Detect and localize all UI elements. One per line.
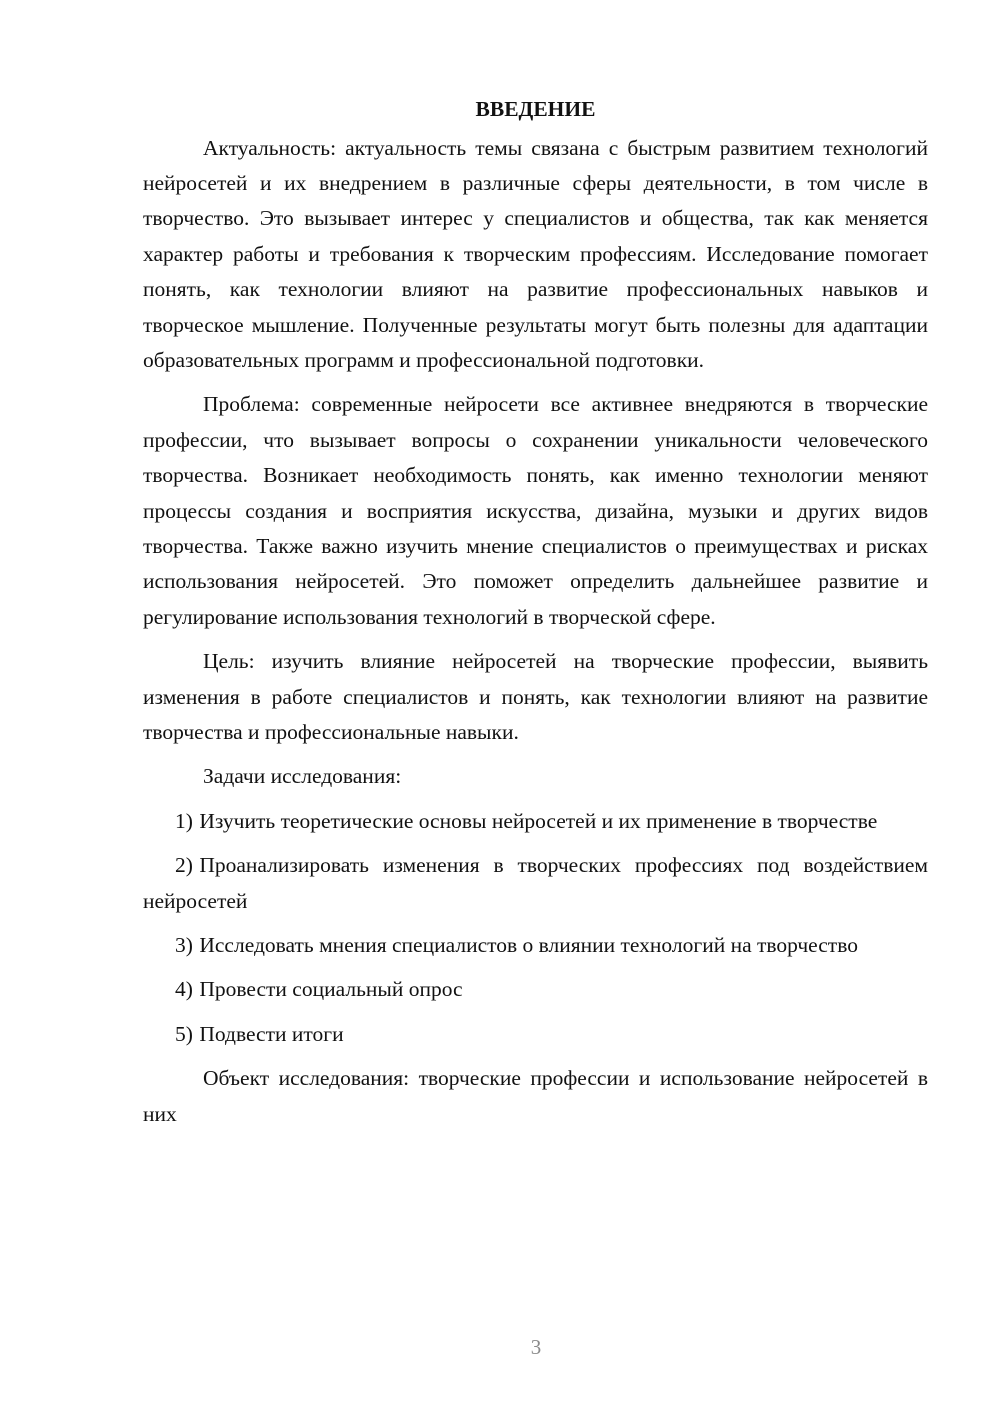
list-item xyxy=(143,928,928,963)
object-paragraph: Объект исследования: творческие профессии и использование нейросетей в них xyxy=(143,1066,928,1126)
list-item-number: 1) xyxy=(175,808,193,833)
list-item-number: 5) xyxy=(175,1021,193,1046)
list-item-text: Подвести итоги xyxy=(199,1021,344,1046)
tasks-list xyxy=(143,804,928,1052)
problem-paragraph: Проблема: современные нейросети все активнее внедряются в творческие профессии, что вызывает вопросы о сохранении уникальности человеческого творчества. Возникает необходимость понять, как именно технологии меняют процессы создания и восприятия искусства, дизайна, музыки и других видов творчества. Также важно изучить мнение специалистов о преимуществах и рисках использования нейросетей. Это поможет определить дальнейшее развитие и регулирование использования технологий в творческой сфере. xyxy=(143,392,928,629)
list-item-text: Изучить теоретические основы нейросетей и их применение в творчестве xyxy=(199,808,878,833)
relevance-paragraph: Актуальность: актуальность темы связана с быстрым развитием технологий нейросетей и их внедрением в различные сферы деятельности, в том числе в творчество. Это вызывает интерес у специалистов и общества, так как меняется характер работы и требования к творческим профессиям. Исследование помогает понять, как технологии влияют на развитие профессиональных навыков и творческое мышление. Полученные результаты могут быть полезны для адаптации образовательных программ и профессиональной подготовки. xyxy=(143,135,928,372)
page-title: ВВЕДЕНИЕ xyxy=(475,97,596,121)
list-item xyxy=(143,972,928,1007)
list-item-number: 3) xyxy=(175,933,193,958)
page-number: 3 xyxy=(530,1335,542,1359)
list-item-text: Провести социальный опрос xyxy=(199,977,463,1002)
goal-paragraph: Цель: изучить влияние нейросетей на творческие профессии, выявить изменения в работе специалистов и понять, как технологии влияют на развитие творчества и профессиональные навыки. xyxy=(143,649,928,744)
list-item-text: Проанализировать изменения в творческих профессиях под воздействием нейросетей xyxy=(143,853,928,913)
list-item xyxy=(143,848,928,919)
list-item-text: Исследовать мнения специалистов о влиянии технологий на творчество xyxy=(199,933,858,958)
tasks-heading: Задачи исследования: xyxy=(203,764,402,789)
list-item xyxy=(143,804,928,839)
list-item-number: 4) xyxy=(175,977,193,1002)
page-content xyxy=(143,92,928,1132)
list-item-number: 2) xyxy=(175,853,193,878)
list-item xyxy=(143,1017,928,1052)
